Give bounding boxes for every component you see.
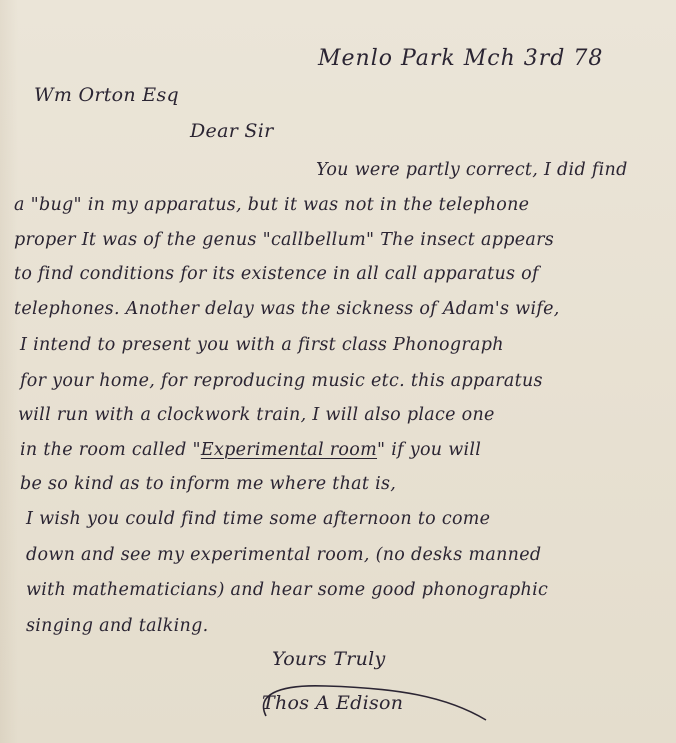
- closing: Yours Truly: [272, 648, 386, 670]
- body-line: with mathematicians) and hear some good phonographic: [26, 580, 549, 600]
- body-text: " if you will: [377, 440, 482, 460]
- body-line: proper It was of the genus "callbellum" The insect appears: [14, 230, 555, 250]
- salutation: Dear Sir: [190, 120, 274, 142]
- body-line-experimental-room: [20, 440, 481, 460]
- signature: Thos A Edison: [262, 692, 404, 714]
- body-line: down and see my experimental room, (no desks manned: [26, 545, 542, 565]
- body-line: a "bug" in my apparatus, but it was not in the telephone: [14, 195, 530, 215]
- underlined-phrase: Experimental room: [200, 440, 378, 460]
- body-line: I intend to present you with a first class Phonograph: [20, 335, 504, 355]
- dateline: Menlo Park Mch 3rd 78: [318, 46, 604, 71]
- body-line: singing and talking.: [26, 616, 209, 636]
- body-text: in the room called ": [20, 440, 201, 460]
- body-line: to find conditions for its existence in all call apparatus of: [14, 264, 539, 284]
- body-line: will run with a clockwork train, I will also place one: [18, 405, 495, 425]
- body-line: be so kind as to inform me where that is,: [20, 474, 397, 494]
- body-line: for your home, for reproducing music etc. this apparatus: [20, 371, 543, 391]
- signature-flourish-icon: [236, 676, 496, 726]
- body-line: You were partly correct, I did find: [316, 160, 628, 180]
- body-line: telephones. Another delay was the sickness of Adam's wife,: [14, 299, 560, 319]
- recipient-line: Wm Orton Esq: [34, 84, 179, 106]
- body-line: I wish you could find time some afternoon to come: [26, 509, 491, 529]
